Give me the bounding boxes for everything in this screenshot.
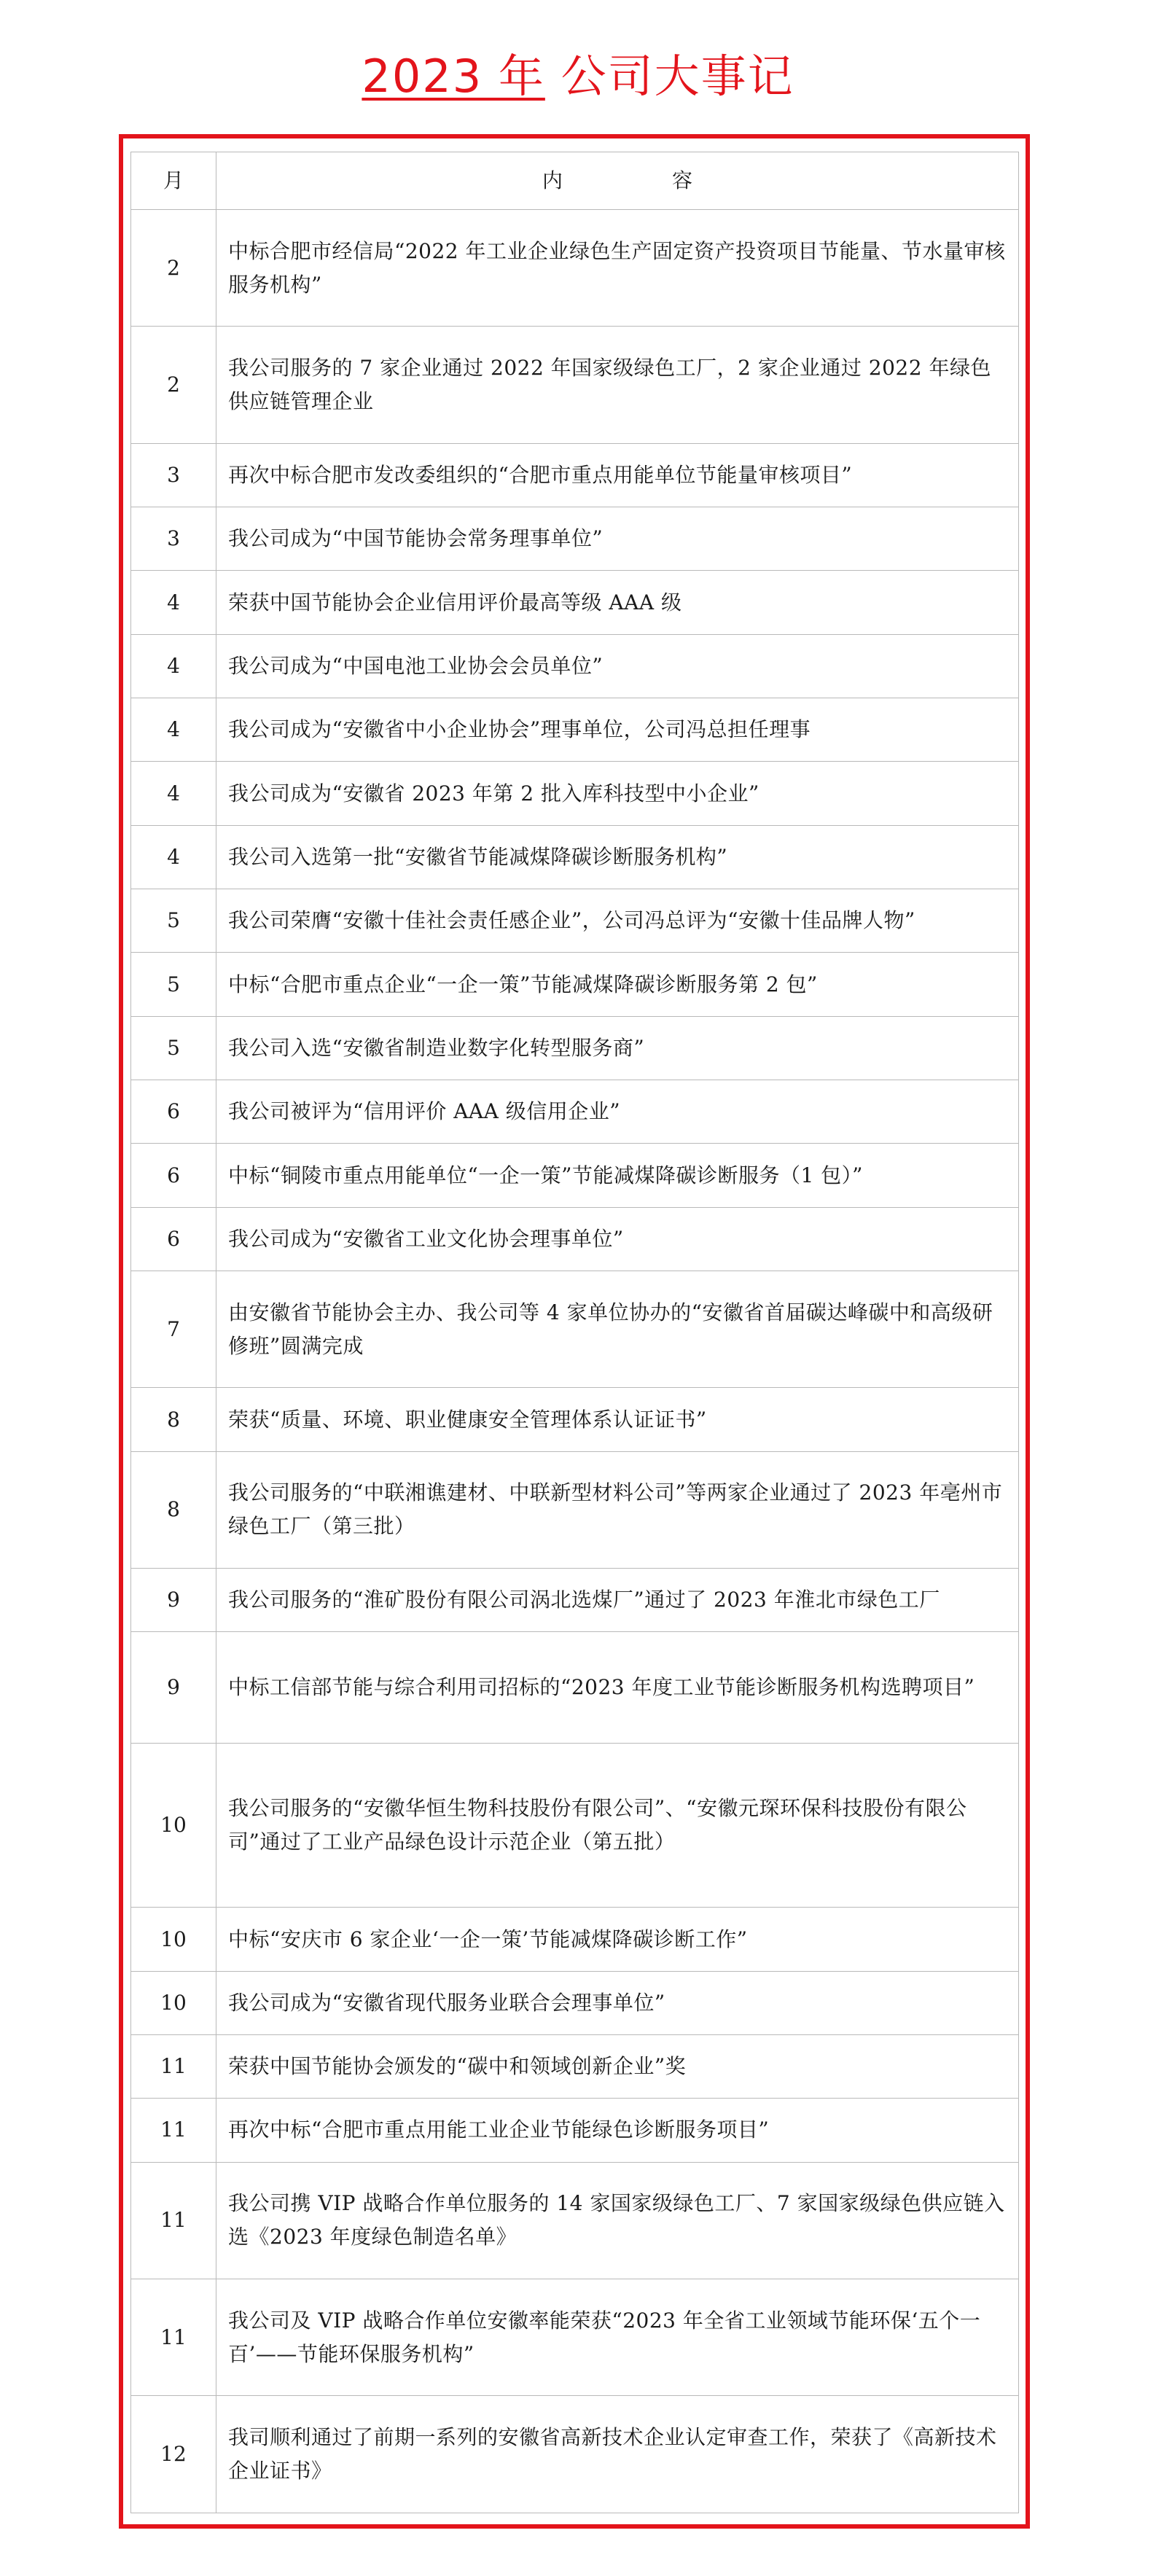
- row-content: 我公司服务的“中联湘谯建材、中联新型材料公司”等两家企业通过了 2023 年亳州市绿色工厂（第三批）: [216, 1451, 1019, 1568]
- row-month: 11: [131, 2035, 216, 2099]
- row-content: 我公司成为“安徽省工业文化协会理事单位”: [216, 1207, 1019, 1271]
- row-month: 4: [131, 634, 216, 698]
- row-content: 我公司成为“安徽省现代服务业联合会理事单位”: [216, 1971, 1019, 2034]
- table-row: [131, 2162, 1019, 2279]
- row-content: 我公司服务的 7 家企业通过 2022 年国家级绿色工厂，2 家企业通过 2022 年绿色供应链管理企业: [216, 327, 1019, 443]
- table-row: [131, 443, 1019, 507]
- table-row: [131, 507, 1019, 571]
- row-month: 11: [131, 2099, 216, 2162]
- row-month: 7: [131, 1271, 216, 1388]
- row-content: 荣获中国节能协会企业信用评价最高等级 AAA 级: [216, 571, 1019, 634]
- row-content: 我公司服务的“安徽华恒生物科技股份有限公司”、“安徽元琛环保科技股份有限公司”通过了工业产品绿色设计示范企业（第五批）: [216, 1743, 1019, 1907]
- table-row: [131, 1908, 1019, 1971]
- row-content: 中标“安庆市 6 家企业‘一企一策’节能减煤降碳诊断工作”: [216, 1908, 1019, 1971]
- row-content: 我公司被评为“信用评价 AAA 级信用企业”: [216, 1080, 1019, 1144]
- row-month: 4: [131, 698, 216, 762]
- row-content: 我公司荣膺“安徽十佳社会责任感企业”，公司冯总评为“安徽十佳品牌人物”: [216, 889, 1019, 953]
- row-month: 9: [131, 1632, 216, 1743]
- table-row: [131, 2035, 1019, 2099]
- table-row: [131, 762, 1019, 825]
- table-header-row: [131, 152, 1019, 210]
- table-row: [131, 698, 1019, 762]
- table-row: [131, 1080, 1019, 1144]
- header-month: 月: [131, 152, 216, 210]
- table-row: [131, 210, 1019, 327]
- row-content: 我公司及 VIP 战略合作单位安徽率能荣获“2023 年全省工业领域节能环保‘五个一百’——节能环保服务机构”: [216, 2279, 1019, 2396]
- table-row: [131, 1207, 1019, 1271]
- row-month: 3: [131, 443, 216, 507]
- red-border-frame: [119, 134, 1030, 2529]
- row-month: 11: [131, 2162, 216, 2279]
- table-row: [131, 1569, 1019, 1632]
- row-content: 我公司入选“安徽省制造业数字化转型服务商”: [216, 1016, 1019, 1080]
- row-month: 5: [131, 953, 216, 1016]
- row-month: 4: [131, 571, 216, 634]
- table-row: [131, 327, 1019, 443]
- table-row: [131, 2396, 1019, 2513]
- row-month: 12: [131, 2396, 216, 2513]
- table-row: [131, 1016, 1019, 1080]
- row-content: 再次中标“合肥市重点用能工业企业节能绿色诊断服务项目”: [216, 2099, 1019, 2162]
- row-content: 我公司成为“中国节能协会常务理事单位”: [216, 507, 1019, 571]
- row-month: 2: [131, 327, 216, 443]
- row-content: 中标“铜陵市重点用能单位“一企一策”节能减煤降碳诊断服务（1 包）”: [216, 1144, 1019, 1207]
- row-content: 我公司成为“中国电池工业协会会员单位”: [216, 634, 1019, 698]
- table-row: [131, 2279, 1019, 2396]
- row-content: 我公司成为“安徽省中小企业协会”理事单位，公司冯总担任理事: [216, 698, 1019, 762]
- table-row: [131, 1971, 1019, 2034]
- row-month: 4: [131, 825, 216, 889]
- row-month: 3: [131, 507, 216, 571]
- table-row: [131, 953, 1019, 1016]
- row-content: 荣获中国节能协会颁发的“碳中和领域创新企业”奖: [216, 2035, 1019, 2099]
- row-month: 10: [131, 1908, 216, 1971]
- title-text: 公司大事记: [561, 50, 794, 103]
- table-row: [131, 1271, 1019, 1388]
- row-month: 6: [131, 1144, 216, 1207]
- row-month: 5: [131, 889, 216, 953]
- row-month: 5: [131, 1016, 216, 1080]
- table-row: [131, 1451, 1019, 1568]
- row-month: 8: [131, 1451, 216, 1568]
- row-content: 我公司入选第一批“安徽省节能减煤降碳诊断服务机构”: [216, 825, 1019, 889]
- row-content: 中标“合肥市重点企业“一企一策”节能减煤降碳诊断服务第 2 包”: [216, 953, 1019, 1016]
- row-content: 我公司成为“安徽省 2023 年第 2 批入库科技型中小企业”: [216, 762, 1019, 825]
- table-body: [131, 210, 1019, 2513]
- row-month: 10: [131, 1971, 216, 2034]
- table-row: [131, 2099, 1019, 2162]
- row-content: 中标合肥市经信局“2022 年工业企业绿色生产固定资产投资项目节能量、节水量审核服务机构”: [216, 210, 1019, 327]
- page-title: [0, 44, 1156, 109]
- row-month: 11: [131, 2279, 216, 2396]
- table-row: [131, 1144, 1019, 1207]
- table-row: [131, 889, 1019, 953]
- table-row: [131, 571, 1019, 634]
- row-month: 8: [131, 1388, 216, 1451]
- row-month: 2: [131, 210, 216, 327]
- row-content: 荣获“质量、环境、职业健康安全管理体系认证证书”: [216, 1388, 1019, 1451]
- row-month: 4: [131, 762, 216, 825]
- table-row: [131, 1388, 1019, 1451]
- row-content: 再次中标合肥市发改委组织的“合肥市重点用能单位节能量审核项目”: [216, 443, 1019, 507]
- table-row: [131, 634, 1019, 698]
- row-month: 6: [131, 1207, 216, 1271]
- table-row: [131, 825, 1019, 889]
- table-row: [131, 1743, 1019, 1907]
- header-content: 内容: [216, 152, 1019, 210]
- row-content: 我公司携 VIP 战略合作单位服务的 14 家国家级绿色工厂、7 家国家级绿色供应链入选《2023 年度绿色制造名单》: [216, 2162, 1019, 2279]
- row-month: 9: [131, 1569, 216, 1632]
- row-content: 由安徽省节能协会主办、我公司等 4 家单位协办的“安徽省首届碳达峰碳中和高级研修班”圆满完成: [216, 1271, 1019, 1388]
- row-content: 我司顺利通过了前期一系列的安徽省高新技术企业认定审查工作，荣获了《高新技术企业证书》: [216, 2396, 1019, 2513]
- row-content: 我公司服务的“淮矿股份有限公司涡北选煤厂”通过了 2023 年淮北市绿色工厂: [216, 1569, 1019, 1632]
- row-month: 10: [131, 1743, 216, 1907]
- table-row: [131, 1632, 1019, 1743]
- events-table: [130, 152, 1019, 2513]
- row-content: 中标工信部节能与综合利用司招标的“2023 年度工业节能诊断服务机构选聘项目”: [216, 1632, 1019, 1743]
- title-year: 2023 年: [362, 50, 545, 103]
- row-month: 6: [131, 1080, 216, 1144]
